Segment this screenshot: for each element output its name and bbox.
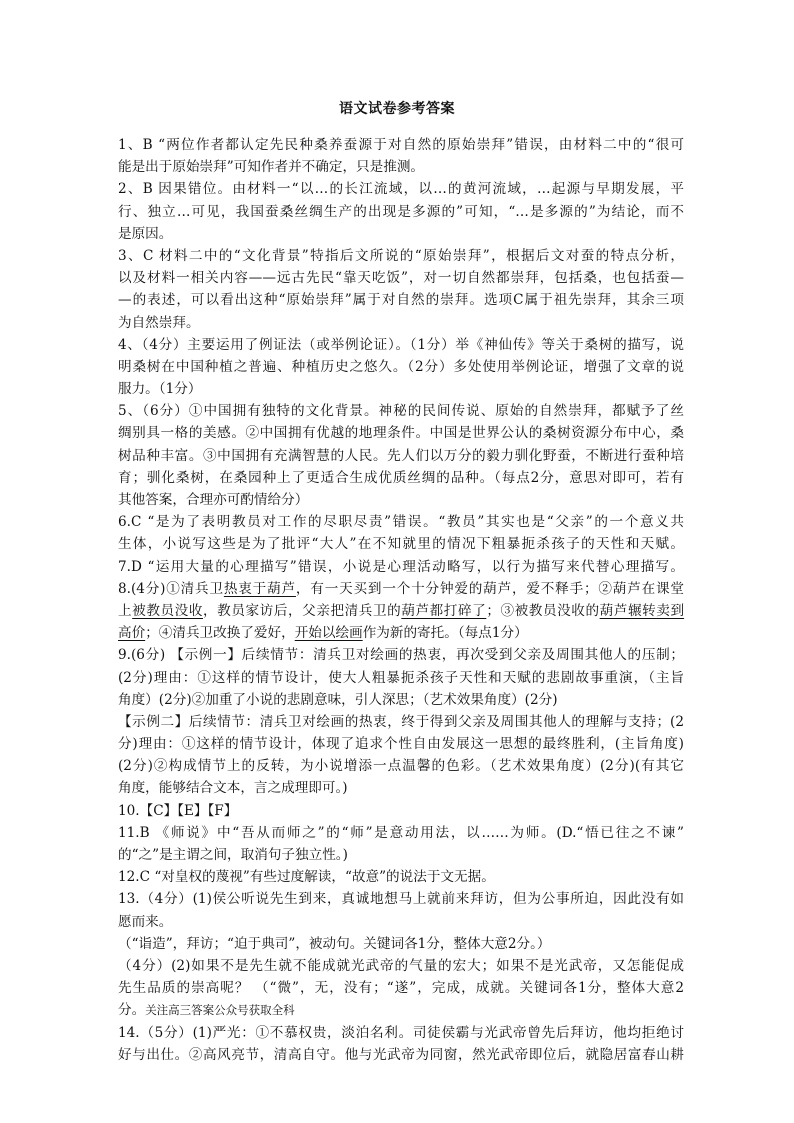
line-text: 能是出于原始崇拜”可知作者并不确定，只是推测。 [118, 159, 425, 176]
line-segment: 上 [118, 602, 133, 619]
line-text: 12.C “对皇权的蔑视”有些过度解读，“故意”的说法于文无据。 [118, 869, 495, 886]
answer-body [118, 134, 684, 1066]
answer-line [118, 267, 684, 289]
answer-line [118, 201, 684, 223]
answer-line [118, 533, 684, 555]
line-text: 10.【C】【E】【F】 [118, 802, 238, 819]
answer-line [118, 378, 684, 400]
answer-line [118, 511, 684, 533]
line-segment: 8.(4分)①清兵卫 [118, 580, 224, 597]
answer-line [118, 822, 684, 844]
answer-line [118, 178, 684, 200]
line-segment: ，有一天买到一个十分钟爱的葫芦，爱不释手；②葫芦在课堂 [295, 580, 685, 597]
answer-line [118, 445, 684, 467]
line-text: 为自然崇拜。 [118, 314, 200, 331]
line-text: 育；驯化桑树，在桑园种上了更适合生成优质丝绸的品种。（每点2分，意思对即可，若有 [118, 469, 684, 486]
answer-line [118, 977, 684, 999]
line-text: 愿而来。 [118, 913, 173, 930]
line-text: 的“之”是主谓之间，取消句子独立性。) [118, 847, 348, 863]
line-text: 1、B “两位作者都认定先民种桑养蚕源于对自然的原始崇拜”错误，由材料二中的“很可 [118, 137, 684, 153]
underlined-text: 热衷于葫芦 [223, 580, 296, 597]
footnote-text: 关注高三答案公众号获取全科 [145, 1003, 295, 1018]
answer-line [118, 755, 684, 777]
line-text: 11.B 《师说》中“吾从而师之”的“师”是意动用法，以……为师。(D.“悟已往之不谏” [118, 824, 684, 841]
answer-line [118, 156, 684, 178]
answer-line [118, 578, 684, 600]
answer-line [118, 777, 684, 799]
line-text: 以及材料一相关内容——远古先民“靠天吃饭”，对一切自然都崇拜，包括桑，也包括蚕— [118, 270, 684, 287]
answer-line [118, 1044, 684, 1066]
line-text: 树品种丰富。③中国拥有充满智慧的人民。先人们以万分的毅力驯化野蚕，不断进行蚕种培 [118, 447, 684, 464]
line-text: —的表述，可以看出这种“原始崇拜”属于对自然的崇拜。选项C属于祖先崇拜，其余三项 [118, 292, 684, 309]
answer-line [118, 245, 684, 267]
answer-line [118, 356, 684, 378]
answer-line [118, 933, 684, 955]
underlined-text: 葫芦都打碎了 [401, 602, 487, 619]
line-text: (2分)理由：①这样的情节设计，使大人粗暴扼杀孩子天性和天赋的悲剧故事重演，（主旨 [118, 669, 684, 686]
line-text: 绸别具一格的美感。②中国拥有优越的地理条件。中国是世界公认的桑树资源分布中心，桑 [118, 425, 684, 442]
answer-line [118, 1022, 684, 1044]
line-text: (2分)②构成情节上的反转，为小说增添一点温馨的色彩。（艺术效果角度）(2分)(有其它 [118, 758, 684, 775]
answer-line [118, 844, 684, 866]
line-text: 14.（5分）(1)严光：①不慕权贵，淡泊名利。司徒侯霸与光武帝曾先后拜访，他均拒绝讨 [118, 1024, 684, 1041]
line-text: 4、（4分）主要运用了例证法（或举例论证）。（1分）举《神仙传》等关于桑树的描写，说 [118, 336, 684, 353]
answer-line [118, 334, 684, 356]
line-text: 服力。（1分） [118, 381, 202, 398]
answer-line [118, 711, 684, 733]
line-text: 5、（6分）①中国拥有独特的文化背景。神秘的民间传说、原始的自然崇拜，都赋予了丝 [118, 403, 684, 420]
answer-line [118, 911, 684, 933]
answer-line [118, 689, 684, 711]
line-text: 2、B 因果错位。由材料一“以…的长江流域，以…的黄河流域，…起源与早期发展，平 [118, 181, 684, 198]
line-text: 3、C 材料二中的“文化背景”特指后文所说的“原始崇拜”，根据后文对蚕的特点分析， [118, 247, 684, 264]
underlined-text: 被教员没收 [132, 602, 203, 619]
line-text: 分)理由：①这样的情节设计，体现了追求个性自由发展这一思想的最终胜利，(主旨角度) [118, 736, 684, 753]
line-text: 【示例二】后续情节：清兵卫对绘画的热衷，终于得到父亲及周围其他人的理解与支持；(2 [118, 713, 684, 730]
answer-line [118, 289, 684, 311]
answer-line [118, 422, 684, 444]
line-text: 生体，小说写这些是为了批评“大人”在不知就里的情况下粗暴扼杀孩子的天性和天赋。 [118, 536, 684, 553]
page-title: 语文试卷参考答案 [339, 101, 455, 117]
answer-line [118, 600, 684, 622]
line-text: 7.D “运用大量的心理描写”错误，小说是心理活动略写，以行为描写来代替心理描写。 [118, 558, 684, 575]
answer-line [118, 467, 684, 489]
underlined-text: 葫芦辗转卖到 [599, 602, 685, 619]
answer-line [118, 800, 684, 822]
answer-line [118, 888, 684, 910]
answer-line [118, 644, 684, 666]
line-segment: ，教员家访后，父亲把清兵卫的 [203, 602, 402, 619]
line-segment: ；④清兵卫改换了爱好， [145, 625, 295, 642]
line-text: 行、独立…可见，我国蚕桑丝绸生产的出现是多源的”可知，“…是多源的”为结论，而不 [118, 203, 684, 220]
answer-line [118, 134, 684, 156]
line-text: 好与出仕。②高风亮节，清高自守。他与光武帝为同窗，然光武帝即位后，就隐居富春山耕 [118, 1046, 684, 1063]
answer-line [118, 733, 684, 755]
answer-line [118, 223, 684, 245]
answer-line [118, 999, 684, 1021]
line-text: （“诣造”，拜访；“迫于典司”，被动句。关键词各1分，整体大意2分。） [118, 935, 551, 952]
answer-line [118, 667, 684, 689]
line-text: 是原因。 [118, 225, 173, 242]
line-text: 13.（4分）(1)侯公听说先生到来，真诚地想马上就前来拜访，但为公事所迫，因此没有如 [118, 891, 684, 908]
line-text: 其他答案，合理亦可酌情给分） [118, 492, 309, 508]
underlined-text: 高价 [118, 625, 146, 642]
line-text: 角度）(2分)②加重了小说的悲剧意味，引人深思；（艺术效果角度）(2分) [118, 691, 558, 708]
answer-line [118, 400, 684, 422]
line-segment: 分。 [118, 1002, 146, 1019]
line-text: （4分）(2)如果不是先生就不能成就光武帝的气量的宏大；如果不是光武帝，又怎能促成 [118, 957, 684, 974]
line-text: 9.(6分) 【示例一】后续情节：清兵卫对绘画的热衷，再次受到父亲及周围其他人的压制； [118, 647, 684, 664]
line-text: 先生品质的崇高呢？ （“微”，无，没有；“遂”，完成，成就。关键词各1分，整体大意2 [118, 980, 684, 997]
answer-line [118, 955, 684, 977]
answer-line [118, 312, 684, 334]
answer-line [118, 556, 684, 578]
line-segment: ；③被教员没收的 [486, 602, 600, 619]
line-text: 6.C “是为了表明教员对工作的尽职尽责”错误。“教员”其实也是“父亲”的一个意义共 [118, 514, 684, 531]
answer-line [118, 866, 684, 888]
line-segment: 作为新的寄托。（每点1分） [362, 625, 528, 642]
underlined-text: 开始以绘画 [294, 625, 363, 642]
answer-line [118, 489, 684, 511]
line-text: 明桑树在中国种植之普遍、种植历史之悠久。（2分）多处使用举例论证，增强了文章的说 [118, 358, 684, 375]
line-text: 角度，能够结合文本，言之成理即可。) [118, 780, 348, 797]
answer-line [118, 622, 684, 644]
